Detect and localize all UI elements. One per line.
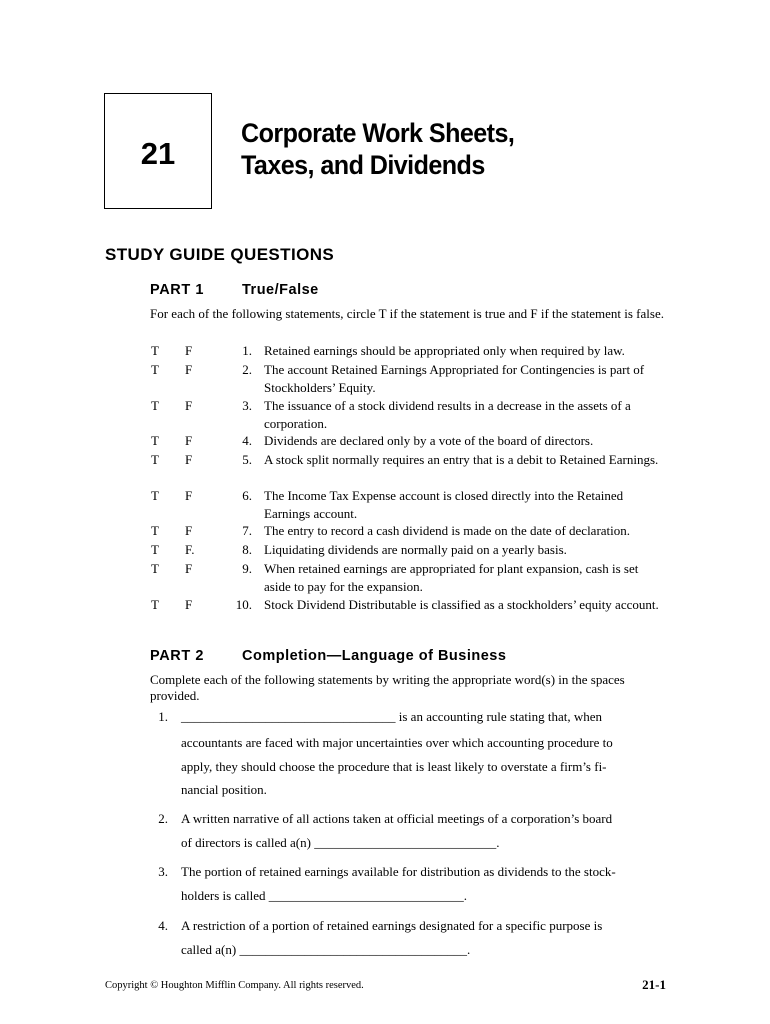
item-number: 2. [158,811,168,826]
completion-line: nancial position. [181,782,267,797]
item-number: 1. [158,709,168,724]
item-number: 7. [242,523,252,538]
false-choice[interactable]: F [185,488,193,503]
chapter-title-line1: Corporate Work Sheets, [241,118,515,148]
false-choice[interactable]: F [185,452,193,467]
item-number: 8. [242,542,252,557]
false-choice[interactable]: F [185,523,193,538]
copyright-notice: Copyright © Houghton Mifflin Company. All rights reserved. [105,980,364,991]
item-number: 9. [242,561,252,576]
page-number: 21-1 [642,977,666,992]
chapter-title-line2: Taxes, and Dividends [241,150,485,180]
part1-instructions: For each of the following statements, circle T if the statement is true and F if the statement is false. [150,306,664,321]
item-number: 10. [235,597,252,612]
true-choice[interactable]: T [151,523,159,538]
true-choice[interactable]: T [151,398,159,413]
completion-line: accountants are faced with major uncertainties over which accounting procedure to [181,735,613,750]
true-choice[interactable]: T [151,561,159,576]
statement-text: The issuance of a stock dividend results in a decrease in the assets of a corporation. [264,398,631,431]
item-number: 2. [242,362,252,377]
statement-text: Dividends are declared only by a vote of the board of directors. [264,433,594,448]
item-number: 4. [242,433,252,448]
statement-text: The entry to record a cash dividend is made on the date of declaration. [264,523,631,538]
item-number: 3. [158,864,168,879]
statement-text: A stock split normally requires an entry that is a debit to Retained Earnings. [264,452,659,467]
true-choice[interactable]: T [151,362,159,377]
true-choice[interactable]: T [151,433,159,448]
part1-title: True/False [242,282,319,298]
completion-line: A restriction of a portion of retained earnings designated for a specific purpose is [181,918,603,933]
statement-text: The Income Tax Expense account is closed directly into the Retained Earnings account. [264,488,624,521]
item-number: 5. [242,452,252,467]
part1-label: PART 1 [150,282,205,298]
true-choice[interactable]: T [151,343,159,358]
part2-title: Completion—Language of Business [242,648,507,664]
true-choice[interactable]: T [151,542,159,557]
statement-text: Liquidating dividends are normally paid on a yearly basis. [264,542,567,557]
false-choice[interactable]: F [185,343,193,358]
completion-line[interactable]: holders is called ______________________________. [181,888,467,903]
false-choice[interactable]: F [185,398,193,413]
false-choice[interactable]: F [185,561,193,576]
completion-line[interactable]: of directors is called a(n) ____________________________. [181,835,500,850]
statement-text: Retained earnings should be appropriated only when required by law. [264,343,625,358]
item-number: 1. [242,343,252,358]
section-heading: STUDY GUIDE QUESTIONS [105,245,335,264]
completion-line[interactable]: called a(n) ___________________________________. [181,942,471,957]
statement-text: The account Retained Earnings Appropriated for Contingencies is part of Stockholders’ Equity. [264,362,645,395]
true-choice[interactable]: T [151,452,159,467]
false-choice[interactable]: F [185,433,193,448]
part2-instructions: Complete each of the following statements by writing the appropriate word(s) in the spaces provided. [150,672,625,703]
item-number: 6. [242,488,252,503]
completion-line: The portion of retained earnings available for distribution as dividends to the stock- [181,864,616,879]
false-choice[interactable]: F. [185,542,195,557]
part2-label: PART 2 [150,648,205,664]
true-choice[interactable]: T [151,597,159,612]
completion-line: A written narrative of all actions taken at official meetings of a corporation’s board [181,811,613,826]
statement-text: Stock Dividend Distributable is classified as a stockholders’ equity account. [264,597,659,612]
item-number: 4. [158,918,168,933]
completion-line[interactable]: _________________________________ is an accounting rule stating that, when [181,709,603,724]
false-choice[interactable]: F [185,597,193,612]
chapter-number: 21 [140,136,176,171]
item-number: 3. [242,398,252,413]
completion-line: apply, they should choose the procedure that is least likely to overstate a firm’s fi- [181,759,607,774]
false-choice[interactable]: F [185,362,193,377]
true-choice[interactable]: T [151,488,159,503]
statement-text: When retained earnings are appropriated for plant expansion, cash is set aside to pay for the expansion. [264,561,639,594]
